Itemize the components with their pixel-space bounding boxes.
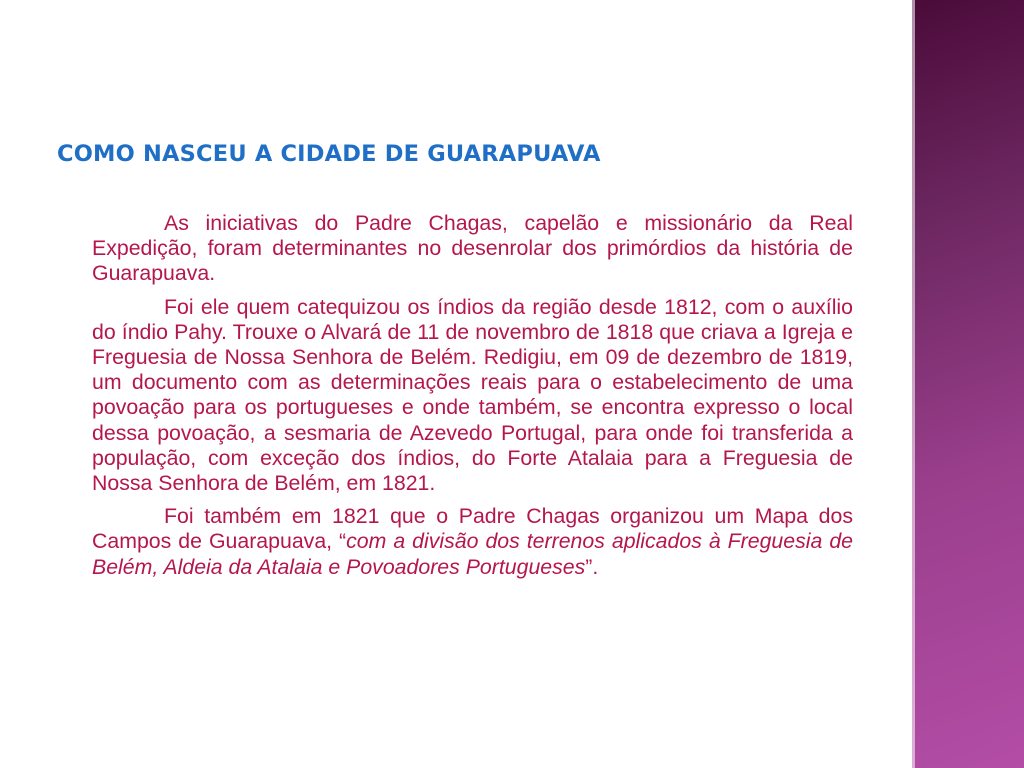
decorative-side-bar <box>912 0 1024 768</box>
slide-title: COMO NASCEU A CIDADE DE GUARAPUAVA <box>57 141 601 167</box>
paragraph-3-quote: com a divisão dos terrenos aplicados à Freguesia de Belém, Aldeia da Atalaia e Povoadores Portugueses <box>92 529 854 579</box>
paragraph-2: Foi ele quem catequizou os índios da região desde 1812, com o auxílio do índio Pahy. Trouxe o Alvará de 11 de novembro de 1818 que criava a Igreja e Freguesia de Nossa Senhora de Belém. Redigiu, em 09 de dezembro de 1819, um documento com as determinações reais para o estabelecimento de uma povoação para os portugueses e onde também, se encontra expresso o local dessa povoação, a sesmaria de Azevedo Portugal, para onde foi transferida a população, com exceção dos índios, do Forte Atalaia para a Freguesia de Nossa Senhora de Belém, em 1821. <box>92 294 853 496</box>
paragraph-3 <box>92 504 853 580</box>
paragraph-3-lead: Foi também em 1821 que o Padre Chagas organizou um Mapa dos Campos de Guarapuava, “ <box>92 504 853 554</box>
paragraph-1: As iniciativas do Padre Chagas, capelão e missionário da Real Expedição, foram determinantes no desenrolar dos primórdios da história de Guarapuava. <box>92 211 853 286</box>
side-bar-edge <box>912 0 915 768</box>
paragraph-3-tail: ”. <box>585 554 599 579</box>
slide-body <box>92 211 853 588</box>
